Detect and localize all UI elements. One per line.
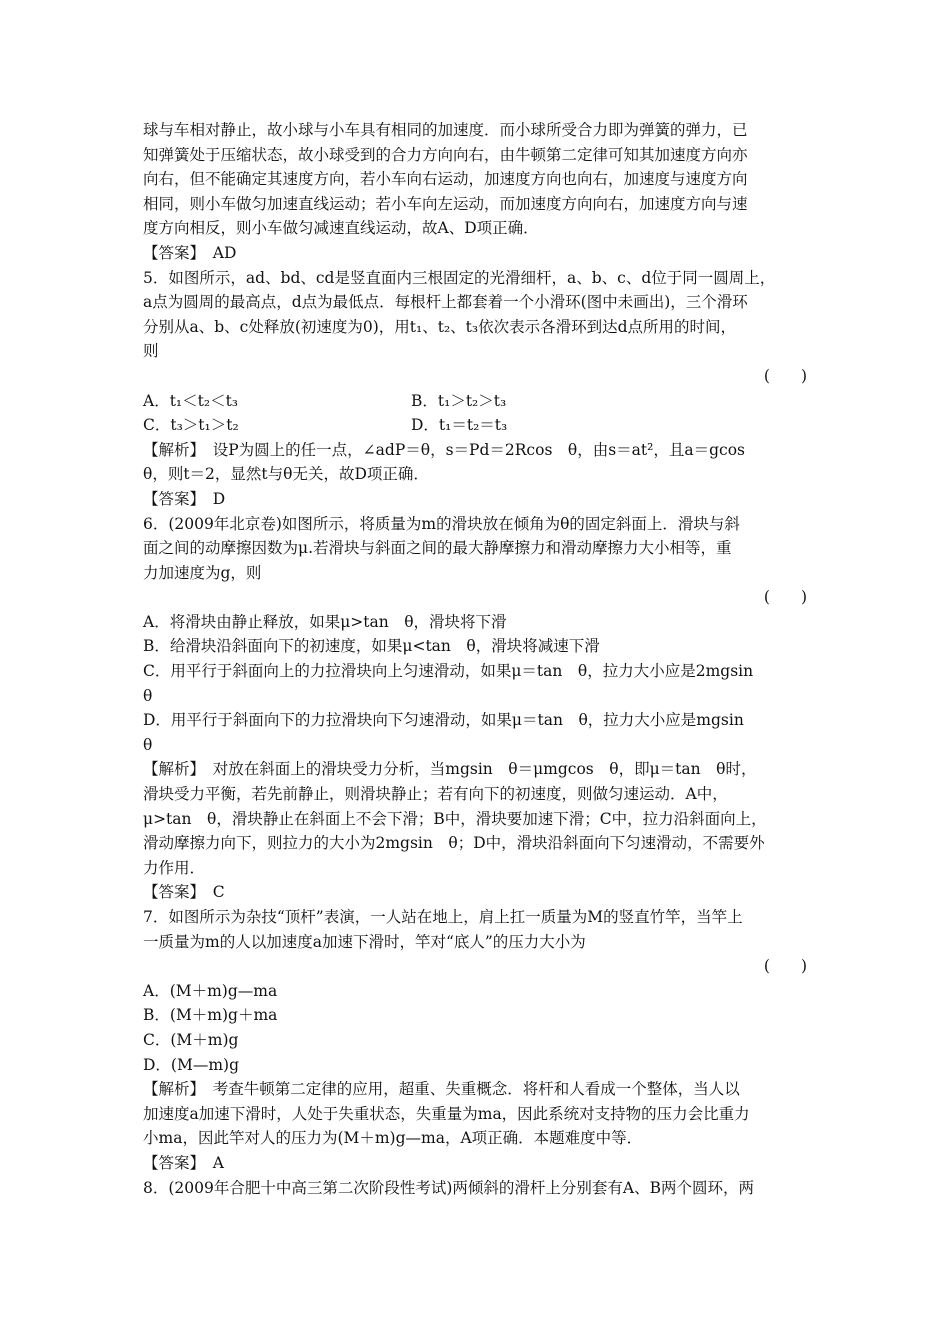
analysis-line: 滑块受力平衡，若先前静止，则滑块静止；若有向下的初速度，则做匀速运动．A中， [143, 785, 728, 804]
option-b: B．t₁＞t₂＞t₃ [411, 391, 507, 410]
question-stem-line: 5．如图所示，ad、bd、cd是竖直面内三根固定的光滑细杆，a、b、c、d位于同一圆周上， [143, 268, 776, 287]
analysis-line: 小ma，因此竿对人的压力为(M＋m)g—ma，A项正确．本题难度中等． [143, 1129, 643, 1148]
option-d: D．用平行于斜面向下的力拉滑块向下匀速滑动，如果μ＝tan θ，拉力大小应是mgsin [143, 711, 744, 730]
text-line: 度方向相反，则小车做匀减速直线运动，故A、D项正确． [143, 219, 539, 238]
question-stem-line: 8．(2009年合肥十中高三第二次阶段性考试)两倾斜的滑杆上分别套有A、B两个圆环，两 [143, 1178, 754, 1197]
answer-bracket: ( ) [763, 588, 807, 607]
answer-line: 【答案】 C [143, 883, 225, 902]
analysis-line: θ，则t＝2，显然t与θ无关，故D项正确． [143, 465, 429, 484]
analysis-line: μ>tan θ，滑块静止在斜面上不会下滑；B中，滑块要加速下滑；C中，拉力沿斜面向上， [143, 809, 767, 828]
option-a: A．(M＋m)g—ma [143, 981, 278, 1000]
answer-line: 【答案】 A [143, 1153, 224, 1172]
options-row [143, 389, 811, 414]
question-stem-line: a点为圆周的最高点，d点为最低点．每根杆上都套着一个小滑环(图中未画出)，三个滑环 [143, 293, 748, 312]
option-a: A．t₁＜t₂＜t₃ [143, 391, 239, 410]
answer-line: 【答案】 AD [143, 243, 237, 262]
analysis-line: 滑动摩擦力向下，则拉力的大小为2mgsin θ；D中，滑块沿斜面向下匀速滑动，不需要外 [143, 834, 765, 853]
option-c: C．(M＋m)g [143, 1030, 239, 1049]
option-b: B．给滑块沿斜面向下的初速度，如果μ<tan θ，滑块将减速下滑 [143, 637, 600, 656]
option-d: D．(M—m)g [143, 1055, 240, 1074]
option-a: A．将滑块由静止释放，如果μ>tan θ，滑块将下滑 [143, 612, 507, 631]
question-stem-line: 分别从a、b、c处释放(初速度为0)，用t₁、t₂、t₃依次表示各滑环到达d点所用的时间， [143, 317, 737, 336]
text-line: 知弹簧处于压缩状态，故小球受到的合力方向向右，由牛顿第二定律可知其加速度方向亦 [143, 145, 748, 164]
question-stem-line: 面之间的动摩擦因数为μ.若滑块与斜面之间的最大静摩擦力和滑动摩擦力大小相等，重 [143, 539, 732, 558]
question-stem-line: 一质量为m的人以加速度a加速下滑时，竿对“底人”的压力大小为 [143, 932, 586, 951]
text-line: 向右，但不能确定其速度方向，若小车向右运动，加速度方向也向右，加速度与速度方向 [143, 170, 748, 189]
options-row [143, 413, 811, 438]
question-4-explanation [143, 118, 811, 266]
answer-line: 【答案】 D [143, 489, 226, 508]
option-c-cont: θ [143, 686, 153, 705]
analysis-line: 【解析】 设P为圆上的任一点，∠adP＝θ，s＝Pd＝2Rcos θ，由s＝at²，且a＝gcos [143, 440, 745, 459]
question-stem-line: 力加速度为g，则 [143, 563, 262, 582]
question-7 [143, 905, 811, 1176]
analysis-line: 加速度a加速下滑时，人处于失重状态，失重量为ma，因此系统对支持物的压力会比重力 [143, 1104, 750, 1123]
question-5 [143, 266, 811, 512]
analysis-line: 力作用． [143, 858, 206, 877]
question-6 [143, 512, 811, 906]
option-d: D．t₁＝t₂＝t₃ [411, 416, 508, 435]
question-stem-line: 7．如图所示为杂技“顶杆”表演，一人站在地上，肩上扛一质量为M的竖直竹竿，当竿上 [143, 908, 743, 926]
answer-bracket: ( ) [763, 366, 807, 385]
question-stem-line: 则 [143, 342, 159, 361]
question-stem-line: 6．(2009年北京卷)如图所示，将质量为m的滑块放在倾角为θ的固定斜面上．滑块与斜 [143, 514, 740, 533]
text-line: 球与车相对静止，故小球与小车具有相同的加速度．而小球所受合力即为弹簧的弹力，已 [143, 121, 748, 139]
analysis-line: 【解析】 对放在斜面上的滑块受力分析，当mgsin θ＝μmgcos θ，即μ＝tan θ时， [143, 760, 757, 779]
text-line: 相同，则小车做匀加速直线运动；若小车向左运动，而加速度方向向右，加速度方向与速 [143, 194, 748, 213]
analysis-line: 【解析】 考查牛顿第二定律的应用，超重、失重概念．将杆和人看成一个整体，当人以 [143, 1080, 740, 1099]
document-page [143, 118, 811, 1200]
option-c: C．t₃＞t₁＞t₂ [143, 416, 239, 435]
option-c: C．用平行于斜面向上的力拉滑块向上匀速滑动，如果μ＝tan θ，拉力大小应是2mgsin [143, 662, 754, 681]
option-b: B．(M＋m)g＋ma [143, 1006, 278, 1025]
option-d-cont: θ [143, 735, 153, 754]
question-8 [143, 1176, 811, 1201]
answer-bracket: ( ) [763, 957, 807, 976]
